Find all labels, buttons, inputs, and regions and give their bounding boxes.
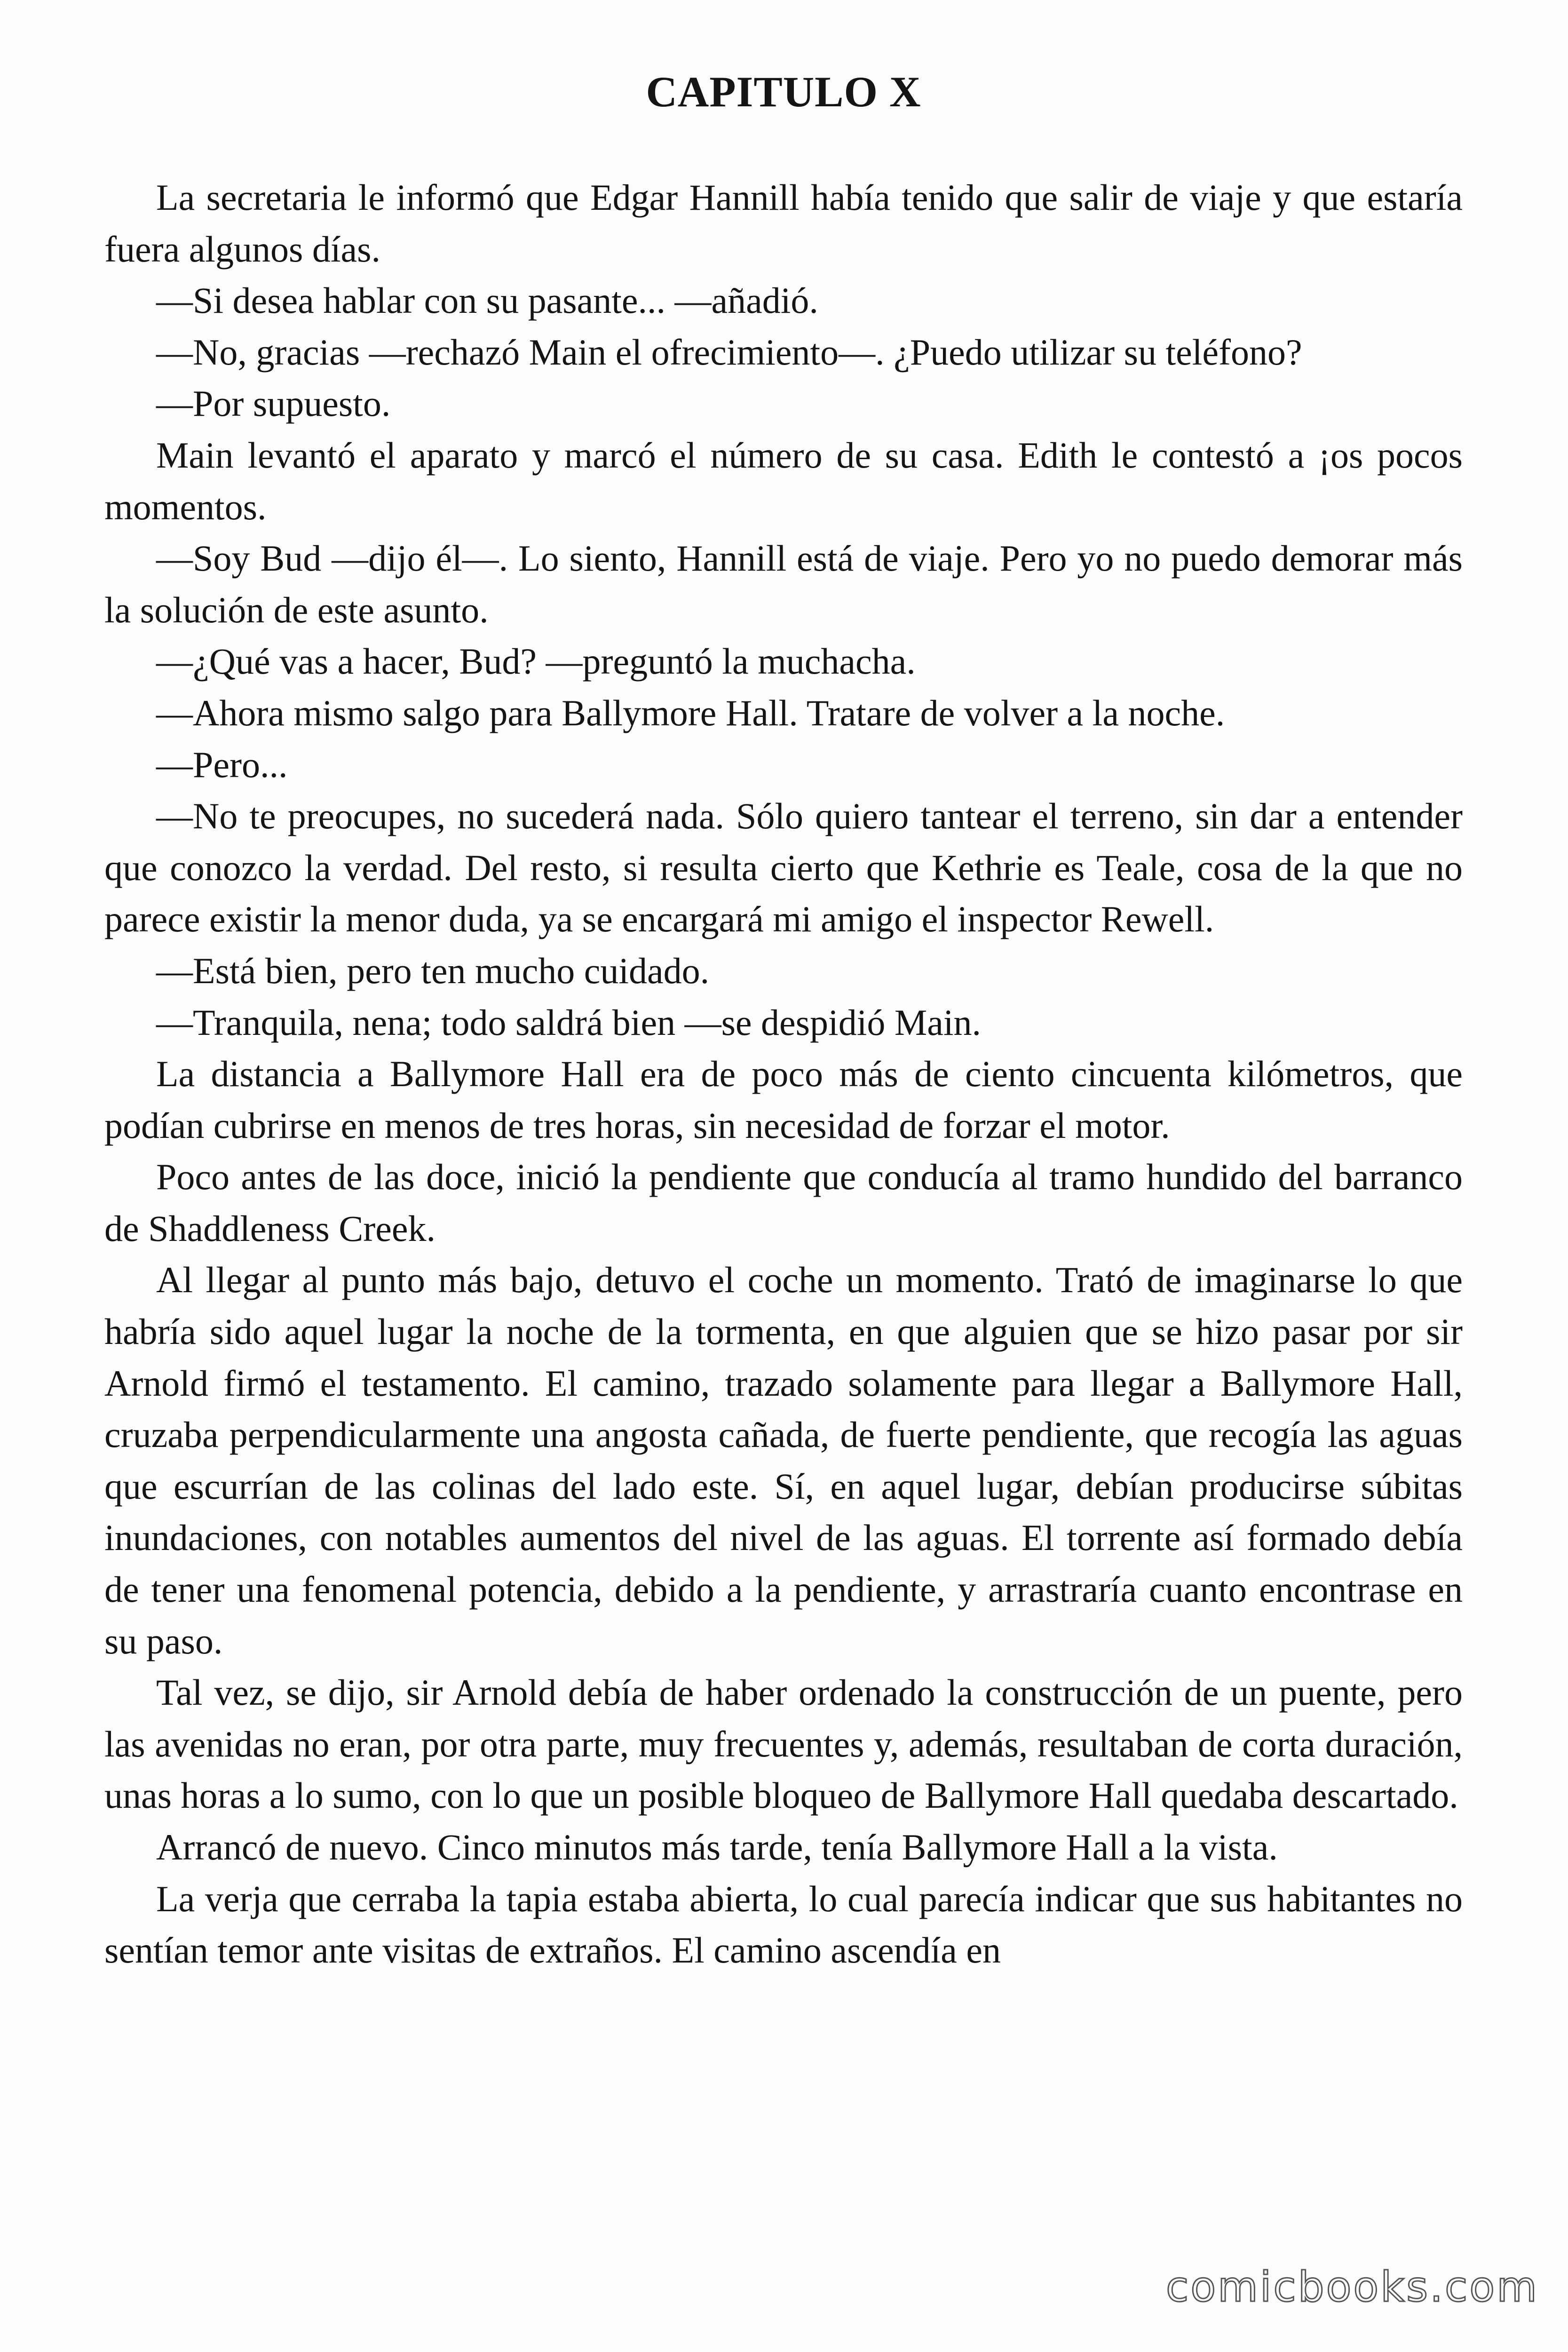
watermark: comicbooks.com — [1165, 2263, 1539, 2311]
paragraph: La distancia a Ballymore Hall era de poco más de ciento cincuenta kilómetros, que podían cubrirse en menos de tres horas, sin necesidad de forzar el motor. — [104, 1053, 1463, 1146]
paragraph: La verja que cerraba la tapia estaba abierta, lo cual parecía indicar que sus habitantes no sentían temor ante visitas de extraños. El camino ascendía en — [104, 1878, 1463, 1971]
book-page — [104, 66, 1463, 1976]
paragraph: Main levantó el aparato y marcó el número de su casa. Edith le contestó a ¡os pocos momentos. — [104, 434, 1463, 527]
paragraph: —¿Qué vas a hacer, Bud? —preguntó la muchacha. — [156, 641, 916, 682]
paragraph: Arrancó de nuevo. Cinco minutos más tarde, tenía Ballymore Hall a la vista. — [156, 1827, 1278, 1867]
paragraph: —No, gracias —rechazó Main el ofrecimiento—. ¿Puedo utilizar su teléfono? — [156, 331, 1302, 373]
paragraph: —No te preocupes, no sucederá nada. Sólo quiero tantear el terreno, sin dar a entender que conozco la verdad. Del resto, si resulta cierto que Kethrie es Teale, cosa de la que no parece existir la menor duda, ya se encargará mi amigo el inspector Rewell. — [104, 795, 1463, 940]
paragraph: —Tranquila, nena; todo saldrá bien —se despidió Main. — [156, 1001, 982, 1043]
body-text — [104, 172, 1463, 1976]
chapter-title: CAPITULO X — [646, 68, 921, 116]
paragraph: —Ahora mismo salgo para Ballymore Hall. Tratare de volver a la noche. — [156, 692, 1225, 733]
paragraph: Al llegar al punto más bajo, detuvo el coche un momento. Trató de imaginarse lo que habría sido aquel lugar la noche de la tormenta, en que alguien que se hizo pasar por sir Arnold firmó el testamento. El camino, trazado solamente para llegar a Ballymore Hall, cruzaba perpendicularmente una angosta cañada, de fuerte pendiente, que recogía las aguas que escurrían de las colinas del lado este. Sí, en aquel lugar, debían producirse súbitas inundaciones, con notables aumentos del nivel de las aguas. El torrente así formado debía de tener una fenomenal potencia, debido a la pendiente, y arrastraría cuanto encontrase en su paso. — [104, 1259, 1463, 1661]
paragraph: —Soy Bud —dijo él—. Lo siento, Hannill está de viaje. Pero yo no puedo demorar más la solución de este asunto. — [104, 538, 1463, 630]
paragraph: —Pero... — [156, 744, 288, 785]
paragraph: —Si desea hablar con su pasante... —añadió. — [156, 280, 818, 321]
paragraph: La secretaria le informó que Edgar Hannill había tenido que salir de viaje y que estaría fuera algunos días. — [104, 177, 1463, 270]
paragraph: —Está bien, pero ten mucho cuidado. — [156, 950, 710, 991]
paragraph: Poco antes de las doce, inició la pendiente que conducía al tramo hundido del barranco de Shaddleness Creek. — [104, 1156, 1463, 1249]
paragraph: —Por supuesto. — [156, 383, 391, 424]
paragraph: Tal vez, se dijo, sir Arnold debía de haber ordenado la construcción de un puente, pero las avenidas no eran, por otra parte, muy frecuentes y, además, resultaban de corta duración, unas horas a lo sumo, con lo que un posible bloqueo de Ballymore Hall quedaba descartado. — [104, 1672, 1463, 1816]
